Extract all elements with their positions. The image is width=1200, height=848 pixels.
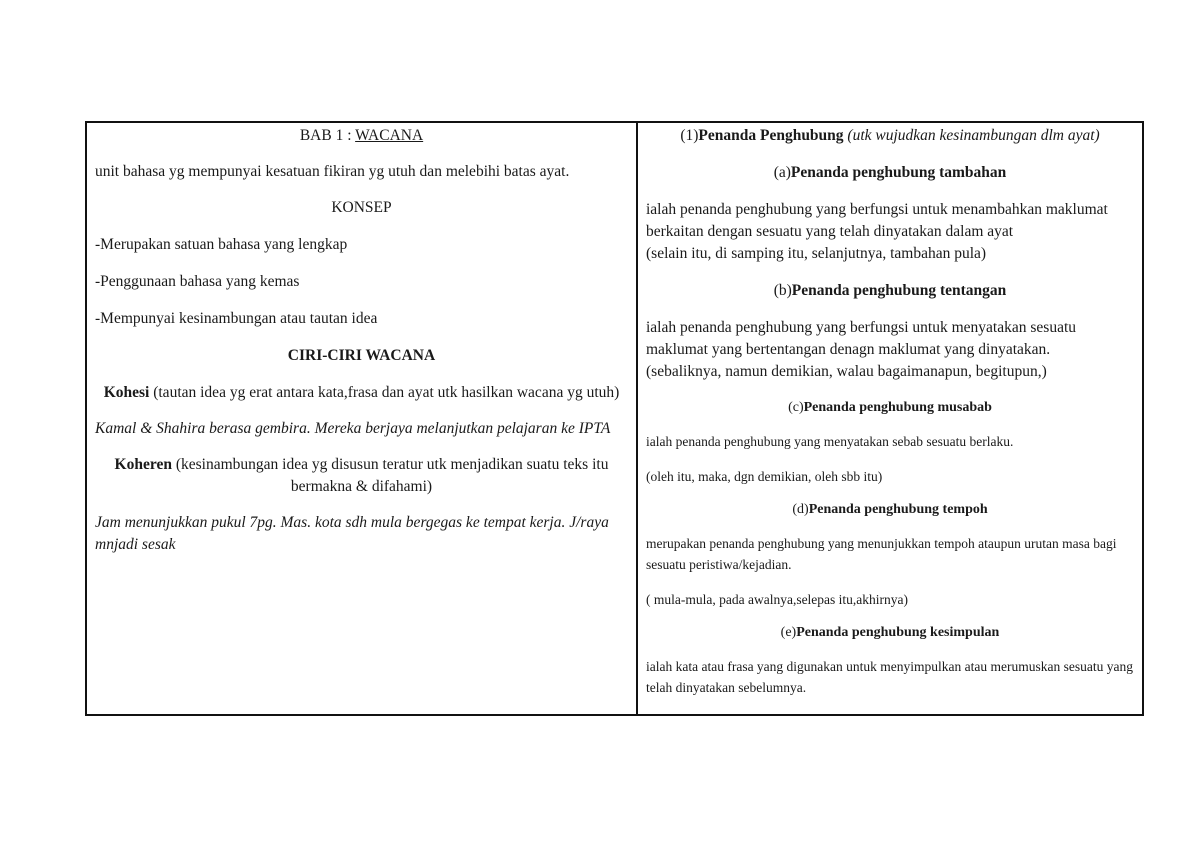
section-a-description: ialah penanda penghubung yang berfungsi untuk menambahkan maklumat berkaitan dengan sesuatu yang telah dinyatakan dalam ayat — [646, 201, 1108, 240]
kohesi-term: Kohesi — [103, 384, 150, 401]
section-c-title: (c)Penanda penghubung musabab — [788, 400, 992, 415]
kohesi-description: (tautan idea yg erat antara kata,frasa dan ayat utk hasilkan wacana yg utuh) — [149, 384, 620, 401]
right-column — [637, 122, 1143, 715]
konsep-item: -Mempunyai kesinambungan atau tautan idea — [95, 310, 378, 327]
konsep-item: -Merupakan satuan bahasa yang lengkap — [95, 236, 348, 253]
section-d-description: merupakan penanda penghubung yang menunjukkan tempoh ataupun urutan masa bagi sesuatu peristiwa/kejadian. — [646, 536, 1117, 572]
chapter-title-word: WACANA — [355, 127, 424, 144]
section-b-description: ialah penanda penghubung yang berfungsi untuk menyatakan sesuatu maklumat yang bertentangan denagn maklumat yang dinyatakan. — [646, 319, 1077, 358]
ciri-heading: CIRI-CIRI WACANA — [287, 347, 436, 364]
penanda-heading: (1)Penanda Penghubung (utk wujudkan kesinambungan dlm ayat) — [680, 127, 1100, 144]
section-d-examples: ( mula-mula, pada awalnya,selepas itu,akhirnya) — [646, 592, 909, 607]
section-d-title: (d)Penanda penghubung tempoh — [792, 502, 988, 517]
kohesi-paragraph — [95, 382, 628, 404]
section-b-examples: (sebaliknya, namun demikian, walau bagaimanapun, begitupun,) — [646, 363, 1047, 380]
section-c-examples: (oleh itu, maka, dgn demikian, oleh sbb itu) — [646, 469, 883, 484]
section-c-description: ialah penanda penghubung yang menyatakan sebab sesuatu berlaku. — [646, 434, 1014, 449]
konsep-heading: KONSEP — [331, 199, 392, 216]
koheren-paragraph — [95, 454, 628, 498]
section-e-description: ialah kata atau frasa yang digunakan untuk menyimpulkan atau merumuskan sesuatu yang telah dinyatakan sebelumnya. — [646, 659, 1133, 695]
section-a-title: (a)Penanda penghubung tambahan — [773, 164, 1007, 181]
koheren-example: Jam menunjukkan pukul 7pg. Mas. kota sdh mula bergegas ke tempat kerja. J/raya mnjadi sesak — [95, 514, 609, 553]
section-e-title: (e)Penanda penghubung kesimpulan — [780, 625, 1000, 640]
koheren-description: (kesinambungan idea yg disusun teratur utk menjadikan suatu teks itu bermakna & difahami) — [171, 456, 609, 495]
koheren-term: Koheren — [114, 456, 172, 473]
notes-table — [85, 121, 1144, 716]
definition-text: unit bahasa yg mempunyai kesatuan fikiran yg utuh dan melebihi batas ayat. — [95, 163, 570, 180]
konsep-item: -Penggunaan bahasa yang kemas — [95, 273, 300, 290]
kohesi-example: Kamal & Shahira berasa gembira. Mereka berjaya melanjutkan pelajaran ke IPTA — [95, 420, 611, 437]
section-a-examples: (selain itu, di samping itu, selanjutnya, tambahan pula) — [646, 245, 987, 262]
chapter-title: BAB 1 : WACANA — [299, 127, 424, 144]
section-b-title: (b)Penanda penghubung tentangan — [773, 282, 1007, 299]
table-row — [86, 122, 1143, 715]
left-column — [86, 122, 637, 715]
